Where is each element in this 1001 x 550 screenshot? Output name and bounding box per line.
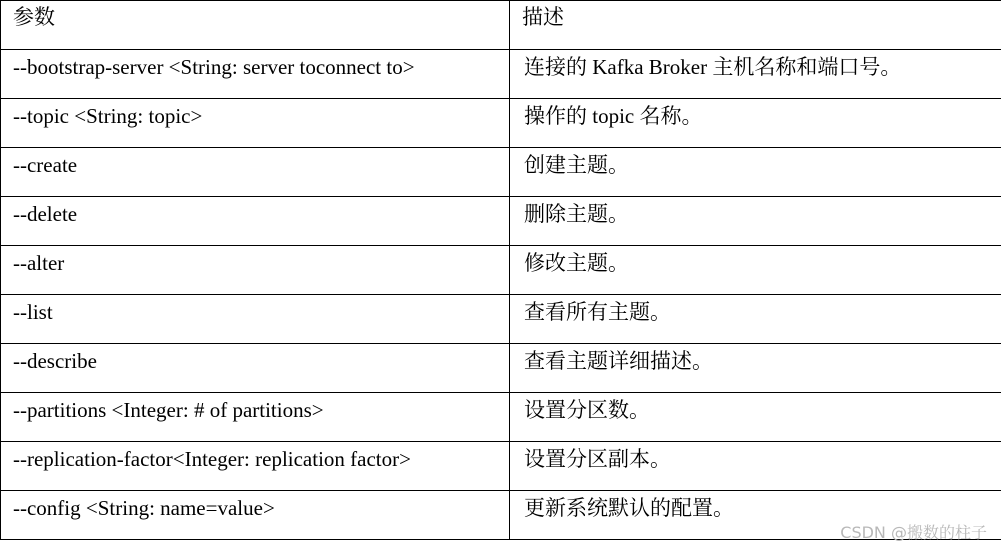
csdn-watermark: CSDN @搬数的柱子 (840, 523, 987, 542)
table-row (1, 344, 1001, 393)
description-cell: 删除主题。 (510, 197, 1001, 246)
param-cell: --delete (1, 197, 510, 246)
table-row (1, 50, 1001, 99)
table-row (1, 393, 1001, 442)
table-header-row (1, 1, 1001, 50)
description-cell: 创建主题。 (510, 148, 1001, 197)
table-row (1, 442, 1001, 491)
description-cell: 操作的 topic 名称。 (510, 99, 1001, 148)
param-cell: --create (1, 148, 510, 197)
header-param: 参数 (1, 1, 510, 50)
param-cell: --config <String: name=value> (1, 491, 510, 540)
description-cell: 连接的 Kafka Broker 主机名称和端口号。 (510, 50, 1001, 99)
param-cell: --partitions <Integer: # of partitions> (1, 393, 510, 442)
header-description: 描述 (510, 1, 1001, 50)
table-row (1, 148, 1001, 197)
description-cell: 设置分区副本。 (510, 442, 1001, 491)
table-row (1, 246, 1001, 295)
param-cell: --replication-factor<Integer: replication factor> (1, 442, 510, 491)
table-row (1, 295, 1001, 344)
description-cell: 查看所有主题。 (510, 295, 1001, 344)
param-cell: --describe (1, 344, 510, 393)
description-cell: 设置分区数。 (510, 393, 1001, 442)
param-cell: --alter (1, 246, 510, 295)
table-row (1, 197, 1001, 246)
description-cell: 更新系统默认的配置。 (510, 491, 1001, 540)
table-row (1, 99, 1001, 148)
param-cell: --bootstrap-server <String: server toconnect to> (1, 50, 510, 99)
description-cell: 修改主题。 (510, 246, 1001, 295)
param-cell: --topic <String: topic> (1, 99, 510, 148)
description-cell: 查看主题详细描述。 (510, 344, 1001, 393)
param-cell: --list (1, 295, 510, 344)
